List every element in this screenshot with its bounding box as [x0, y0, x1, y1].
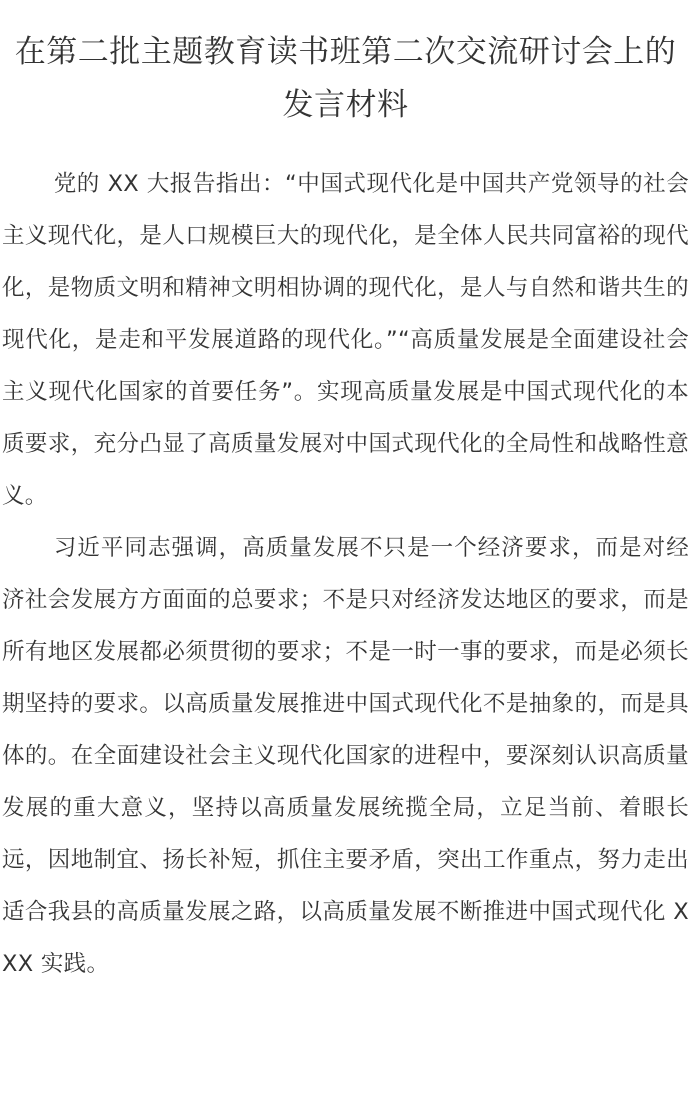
document-title: 在第二批主题教育读书班第二次交流研讨会上的发言材料 — [14, 34, 677, 123]
paragraph-2: 习近平同志强调，高质量发展不只是一个经济要求，而是对经济社会发展方方面面的总要求；不是只对经济发达地区的要求，而是所有地区发展都必须贯彻的要求；不是一时一事的要求，而是必须长期坚持的要求。以高质量发展推进中国式现代化不是抽象的，而是具体的。在全面建设社会主义现代化国家的进程中，要深刻认识高质量发展的重大意义，坚持以高质量发展统揽全局，立足当前、着眼长远，因地制宜、扬长补短，抓住主要矛盾，突出工作重点，努力走出适合我县的高质量发展之路，以高质量发展不断推进中国式现代化 XXX 实践。 — [2, 535, 689, 977]
paragraph-1: 党的 XX 大报告指出：“中国式现代化是中国共产党领导的社会主义现代化，是人口规模巨大的现代化，是全体人民共同富裕的现代化，是物质文明和精神文明相协调的现代化，是人与自然和谐共生的现代化，是走和平发展道路的现代化。”“高质量发展是全面建设社会主义现代化国家的首要任务”。实现高质量发展是中国式现代化的本质要求，充分凸显了高质量发展对中国式现代化的全局性和战略性意义。 — [2, 171, 689, 509]
document-body — [2, 158, 689, 990]
